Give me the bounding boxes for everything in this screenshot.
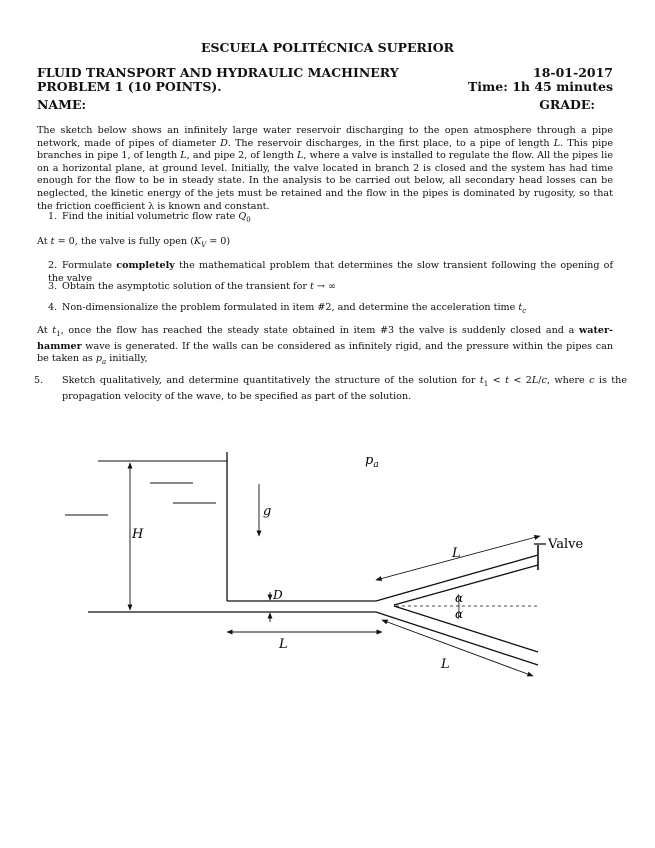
height-label: H xyxy=(132,527,144,542)
lower-angle-label: α xyxy=(455,607,464,621)
upper-branch-length-label: L xyxy=(452,546,461,561)
grade-label: GRADE: xyxy=(539,97,595,112)
lower-branch-length-label: L xyxy=(441,657,450,672)
question-2: 2. Formulate completely the mathematical problem that determines the slow transient following the opening of the valve xyxy=(48,260,613,284)
condition-valve-open: At t = 0, the valve is fully open $(K_V = 0)$ xyxy=(37,236,231,249)
intro-paragraph: The sketch below shows an infinitely large water reservoir discharging to the open atmosphere through a pipe network, made of pipes of diameter D. The reservoir discharges, in the first place, to a pipe of length L. This pipe branches in pipe 1, of length L, and pipe 2, of length L, where a valve is installed to regulate the flow. All the pipes lie on a horizontal plane, at ground level. Initially, the valve located in branch 2 is closed and the system has had time enough for the flow to be in steady state. In the analysis to be carried out below, all secondary head losses can be neglected, the kinetic energy of the jets must be retained and the flow in the pipes is dominated by rugosity, so that the friction coefficient λ is known and constant. xyxy=(37,125,614,212)
gravity-label: g xyxy=(263,504,272,519)
course-title: FLUID TRANSPORT AND HYDRAULIC MACHINERY xyxy=(37,65,399,80)
valve-label: Valve xyxy=(548,537,584,552)
exam-date: 18-01-2017 xyxy=(533,65,613,80)
problem-title: PROBLEM 1 (10 POINTS). xyxy=(37,79,222,94)
question-3: 3. Obtain the asymptotic solution of the transient for t → ∞ xyxy=(48,281,336,292)
institution-title: ESCUELA POLITÉCNICA SUPERIOR xyxy=(200,40,455,55)
upper-angle-label: α xyxy=(455,591,464,605)
lower-branch-top-wall xyxy=(394,606,538,652)
ambient-pressure-label: $p_a$ xyxy=(365,453,379,470)
diameter-label: D xyxy=(273,588,283,602)
exam-time: Time: 1h 45 minutes xyxy=(468,79,613,94)
condition-water-hammer: At $t_1$, once the flow has reached the steady state obtained in item #3 the valve is suddenly closed and a water-hammer wave is generated. If the walls can be considered as infinitely rigid, and the pressure within the pipes can be taken as $p_a$ initially, xyxy=(37,325,614,366)
question-1: 1. Find the initial volumetric flow rate $Q_0$ xyxy=(48,211,251,224)
question-5: 5. Sketch qualitatively, and determine quantitatively the structure of the solution for $t_1 < t < 2L/c$, where c is the propagation velocity of the wave, to be specified as part of the solution. xyxy=(34,375,628,402)
name-label: NAME: xyxy=(37,97,87,112)
main-pipe-length-label: L xyxy=(279,637,288,652)
question-4: 4. Non-dimensionalize the problem formulated in item #2, and determine the acceleration time $t_c$ xyxy=(48,302,527,315)
upper-branch-bottom-wall xyxy=(394,565,538,605)
lower-branch-length-dimension xyxy=(382,620,533,676)
